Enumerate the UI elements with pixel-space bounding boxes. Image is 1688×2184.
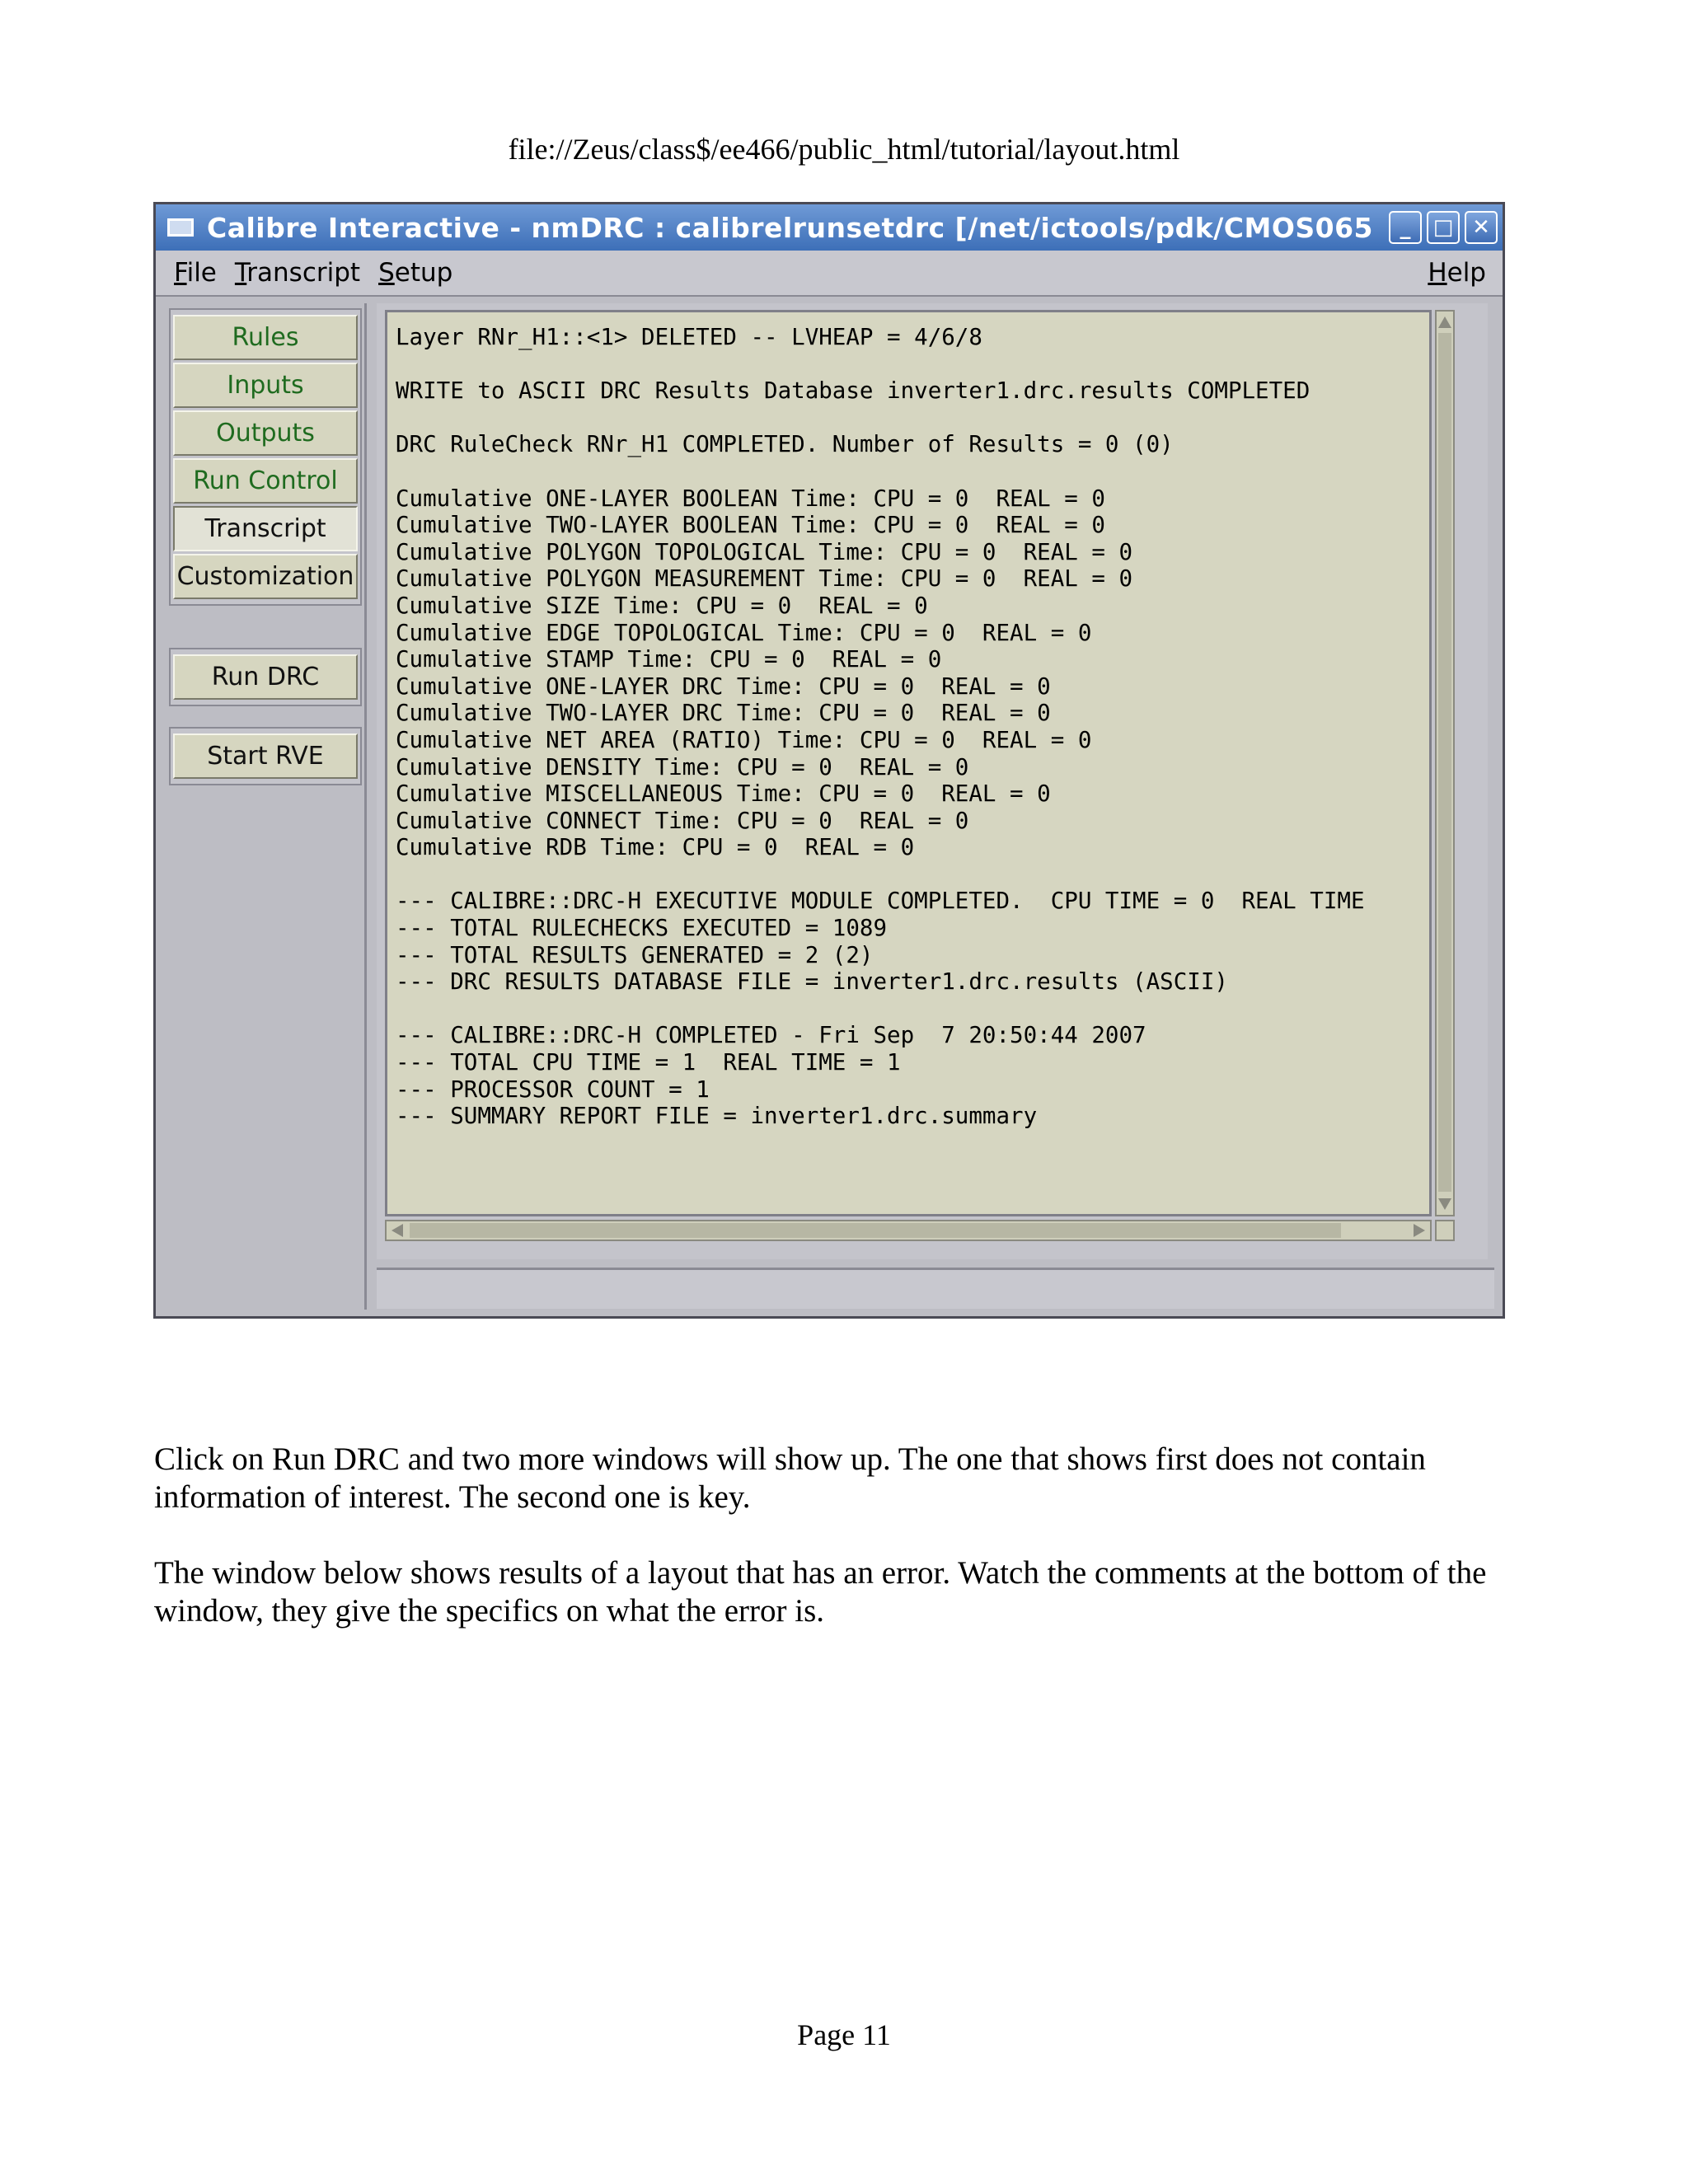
menu-help-mnemonic: H xyxy=(1428,258,1447,288)
transcript-line: --- TOTAL CPU TIME = 1 REAL TIME = 1 xyxy=(396,1049,901,1076)
sidebar-item-run-control[interactable]: Run Control xyxy=(173,458,358,504)
transcript-panel xyxy=(377,303,1488,1259)
page-number: Page 11 xyxy=(797,2018,891,2051)
sidebar-nav-group xyxy=(169,308,362,606)
close-icon[interactable]: ✕ xyxy=(1465,211,1498,244)
window-title: Calibre Interactive - nmDRC : calibrelrunsetdrc [/net/ictools/pdk/CMOS065 xyxy=(207,211,1374,244)
menu-setup-mnemonic: S xyxy=(378,258,395,288)
menu-transcript-label: ranscript xyxy=(246,258,361,288)
menu-transcript[interactable] xyxy=(235,258,360,288)
vertical-scrollbar[interactable] xyxy=(1435,310,1455,1216)
transcript-line: Cumulative STAMP Time: CPU = 0 REAL = 0 xyxy=(396,646,942,673)
transcript-line xyxy=(396,861,1418,888)
horizontal-scrollbar[interactable] xyxy=(385,1220,1432,1241)
instruction-paragraph-2: The window below shows results of a layout that has an error. Watch the comments at the bottom of the window, they give the specifics on what the error is. xyxy=(154,1555,1487,1629)
maximize-icon[interactable]: □ xyxy=(1427,211,1460,244)
vertical-scroll-thumb[interactable] xyxy=(1438,333,1451,1192)
transcript-line: Cumulative ONE-LAYER BOOLEAN Time: CPU = 0 REAL = 0 xyxy=(396,485,1105,512)
transcript-line: Cumulative POLYGON MEASUREMENT Time: CPU = 0 REAL = 0 xyxy=(396,565,1133,593)
menu-setup[interactable] xyxy=(378,258,452,288)
transcript-line xyxy=(396,458,1418,485)
transcript-line: Cumulative NET AREA (RATIO) Time: CPU = 0 REAL = 0 xyxy=(396,726,1092,753)
calibre-window xyxy=(153,202,1505,1319)
window-menu-icon[interactable] xyxy=(167,218,194,237)
transcript-line xyxy=(396,351,1418,378)
sidebar-item-rules[interactable]: Rules xyxy=(173,315,358,360)
transcript-line: --- SUMMARY REPORT FILE = inverter1.drc.summary xyxy=(396,1103,1038,1130)
scroll-left-icon[interactable] xyxy=(392,1224,403,1237)
title-bar[interactable] xyxy=(156,204,1503,251)
sidebar-item-inputs[interactable]: Inputs xyxy=(173,363,358,408)
scroll-down-icon[interactable] xyxy=(1438,1198,1451,1210)
transcript-text-area[interactable] xyxy=(385,310,1432,1216)
sidebar-item-customization[interactable]: Customization xyxy=(173,554,358,599)
horizontal-scroll-thumb[interactable] xyxy=(410,1223,1341,1238)
transcript-line xyxy=(396,996,1418,1023)
transcript-line xyxy=(396,405,1418,432)
scroll-right-icon[interactable] xyxy=(1414,1224,1425,1237)
transcript-line: --- CALIBRE::DRC-H COMPLETED - Fri Sep 7 20:50:44 2007 xyxy=(396,1022,1146,1049)
menu-file[interactable] xyxy=(174,258,217,288)
transcript-line: DRC RuleCheck RNr_H1 COMPLETED. Number of Results = 0 (0) xyxy=(396,431,1174,458)
status-bar xyxy=(377,1268,1494,1309)
menu-file-label: ile xyxy=(186,258,217,288)
transcript-line: Layer RNr_H1::<1> DELETED -- LVHEAP = 4/6/8 xyxy=(396,324,982,350)
transcript-line: Cumulative CONNECT Time: CPU = 0 REAL = 0 xyxy=(396,807,969,834)
transcript-line: Cumulative TWO-LAYER DRC Time: CPU = 0 REAL = 0 xyxy=(396,700,1051,727)
transcript-line: --- CALIBRE::DRC-H EXECUTIVE MODULE COMPLETED. CPU TIME = 0 REAL TIME xyxy=(396,888,1365,915)
menu-help-label: elp xyxy=(1447,258,1486,288)
page-url-header: file://Zeus/class$/ee466/public_html/tutorial/layout.html xyxy=(508,133,1180,166)
transcript-line: --- TOTAL RULECHECKS EXECUTED = 1089 xyxy=(396,915,888,942)
transcript-line: --- TOTAL RESULTS GENERATED = 2 (2) xyxy=(396,941,874,968)
scroll-up-icon[interactable] xyxy=(1438,316,1451,328)
sidebar xyxy=(161,303,367,1310)
transcript-line: WRITE to ASCII DRC Results Database inverter1.drc.results COMPLETED xyxy=(396,377,1311,405)
minimize-icon[interactable]: _ xyxy=(1389,211,1422,244)
menu-file-mnemonic: F xyxy=(174,258,187,288)
menu-bar xyxy=(156,251,1503,297)
sidebar-item-outputs[interactable]: Outputs xyxy=(173,410,358,456)
transcript-line: Cumulative DENSITY Time: CPU = 0 REAL = 0 xyxy=(396,753,969,780)
transcript-line: Cumulative TWO-LAYER BOOLEAN Time: CPU = 0 REAL = 0 xyxy=(396,512,1105,539)
run-drc-group xyxy=(169,648,362,706)
transcript-line: Cumulative MISCELLANEOUS Time: CPU = 0 REAL = 0 xyxy=(396,780,1051,808)
run-drc-button[interactable]: Run DRC xyxy=(173,654,358,700)
sidebar-item-transcript[interactable]: Transcript xyxy=(173,506,358,551)
menu-help[interactable] xyxy=(1428,258,1486,288)
transcript-line: Cumulative EDGE TOPOLOGICAL Time: CPU = 0 REAL = 0 xyxy=(396,619,1092,646)
transcript-line: Cumulative SIZE Time: CPU = 0 REAL = 0 xyxy=(396,592,928,619)
transcript-line: Cumulative POLYGON TOPOLOGICAL Time: CPU = 0 REAL = 0 xyxy=(396,538,1133,565)
transcript-line: Cumulative ONE-LAYER DRC Time: CPU = 0 REAL = 0 xyxy=(396,673,1051,700)
transcript-line: --- DRC RESULTS DATABASE FILE = inverter1.drc.results (ASCII) xyxy=(396,968,1228,996)
menu-setup-label: etup xyxy=(394,258,453,288)
transcript-lines xyxy=(396,324,1418,1130)
transcript-line: Cumulative RDB Time: CPU = 0 REAL = 0 xyxy=(396,834,915,861)
start-rve-button[interactable]: Start RVE xyxy=(173,733,358,779)
instruction-paragraph-1: Click on Run DRC and two more windows will show up. The one that shows first does not contain information of interest. The second one is key. xyxy=(154,1441,1426,1515)
transcript-line: --- PROCESSOR COUNT = 1 xyxy=(396,1076,710,1103)
menu-transcript-mnemonic: T xyxy=(234,258,247,288)
scrollbar-corner xyxy=(1435,1220,1455,1241)
start-rve-group xyxy=(169,727,362,785)
